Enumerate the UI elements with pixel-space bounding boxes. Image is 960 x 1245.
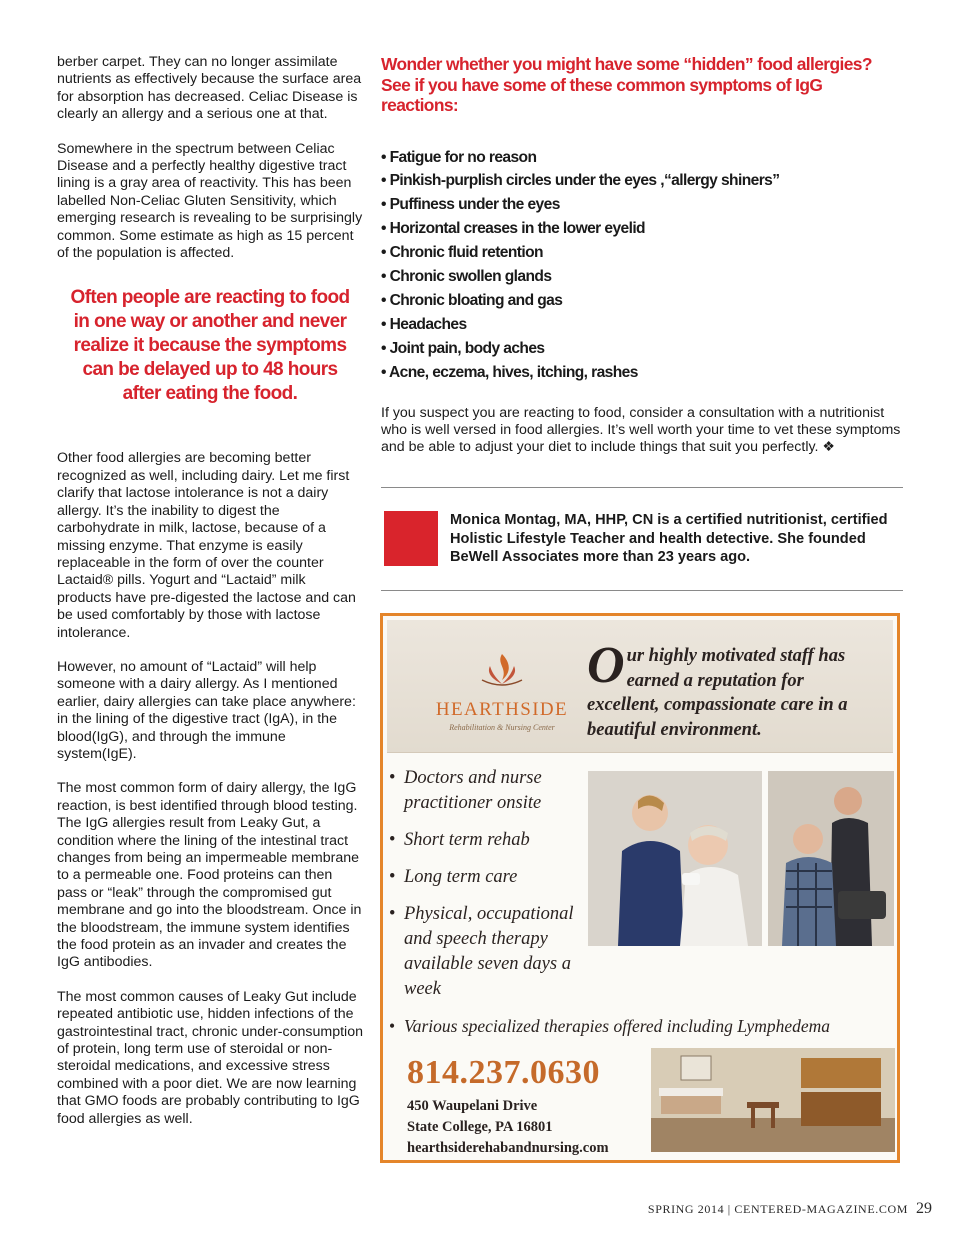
symptom-item: • Pinkish-purplish circles under the eyes ,“allergy shiners” (381, 172, 780, 190)
symptom-item: • Joint pain, body aches (381, 339, 545, 357)
body-paragraph: Other food allergies are becoming better recognized as well, including dairy. Let me first clarify that lactose intolerance is not a dairy allergy. It’s the inability to digest the carbohydrate in milk, lactose, because of a missing enzyme. That enzyme is easily replaceable in the form of over the counter Lactaid® pills. Yogurt and “Lactaid” milk products have pre-digested the lactose and can be used comfortably by those with lactose intolerance. (57, 450, 356, 641)
service-item: • Various specialized therapies offered including Lymphedema (389, 1014, 889, 1039)
logo-subtitle: Rehabilitation & Nursing Center (449, 723, 555, 732)
body-paragraph: The most common causes of Leaky Gut include repeated antibiotic use, hidden infections of the gastrointestinal tract, chronic under-consumption of protein, long term use of steroidal or non-steroidal medications, and excessive stress combined with a poor diet. We are now learning that GMO foods are probably contributing to IgG food allergies as well. (57, 988, 363, 1127)
hearthside-logo (427, 650, 577, 732)
author-bio: Monica Montag, MA, HHP, CN is a certified nutritionist, certified Holistic Lifestyle Teacher and health detective. She founded BeWell Associates more than 23 years ago. (450, 512, 888, 565)
symptom-item: • Fatigue for no reason (381, 148, 537, 166)
tagline-text: ur highly motivated staff has earned a reputation for excellent, compassionate care in a beautiful environment. (587, 646, 848, 741)
symptom-item: • Chronic bloating and gas (381, 291, 563, 309)
symptom-item: • Chronic fluid retention (381, 244, 543, 262)
ad-tagline (587, 637, 877, 743)
symptom-item: • Puffiness under the eyes (381, 196, 560, 214)
body-paragraph: berber carpet. They can no longer assimilate nutrients as effectively because the surface area for absorption has decreased. Celiac Disease is clearly an allergy and a serious one at that. (57, 54, 362, 123)
closing-text: If you suspect you are reacting to food, consider a consultation with a nutritionist who is well versed in food allergies. It’s well worth your time to vet these symptoms and be able to adjust your diet to include things that suit you perfectly. (381, 404, 901, 456)
photo-illustration (768, 771, 894, 946)
symptom-item: • Acne, eczema, hives, itching, rashes (381, 363, 638, 381)
website-link[interactable]: hearthsiderehabandnursing.com (407, 1140, 609, 1156)
issue-line: SPRING 2014 | CENTERED-MAGAZINE.COM (647, 1202, 908, 1216)
room-photo (651, 1048, 895, 1152)
left-column (57, 54, 363, 1145)
closing-paragraph (381, 405, 903, 457)
body-paragraph: The most common form of dairy allergy, the IgG reaction, is best identified through blood testing. The IgG allergies result from Leaky Gut, a condition where the lining of the intestinal tract changes from being an impermeable membrane to a permeable one. Food proteins can then pass or “leak” through the compromised gut membrane and go into the bloodstream. Once in the bloodstream, the immune system identifies the food protein as an invader and creates the IgG antibodies. (57, 780, 362, 971)
divider-top (381, 487, 903, 488)
ad-address (407, 1096, 609, 1159)
photo-illustration (651, 1048, 895, 1152)
body-paragraph: Somewhere in the spectrum between Celiac Disease and a perfectly healthy digestive tract lining is a gray area of reactivity. This has been labelled Non-Celiac Gluten Sensitivity, which emerging research is revealing to be surprisingly common. Some estimate as high as 15 percent of the population is affected. (57, 140, 363, 262)
symptom-item: • Headaches (381, 315, 467, 333)
symptom-item: • Chronic swollen glands (381, 268, 552, 286)
page-footer (648, 1200, 932, 1218)
symptoms-headline: Wonder whether you might have some “hidden” food allergies? See if you have some of these common symptoms of IgG reactions: (381, 54, 872, 115)
end-mark-icon: ❖ (822, 439, 836, 456)
service-item: • Doctors and nurse practitioner onsite (389, 766, 574, 816)
symptom-item: • Horizontal creases in the lower eyelid (381, 220, 645, 238)
divider-bottom (381, 590, 903, 591)
therapy-photo (768, 771, 894, 946)
pull-quote: Often people are reacting to food in one way or another and never realize it because the symptoms can be delayed up to 48 hours after eating the food. (70, 287, 350, 405)
photo-illustration (588, 771, 762, 946)
service-item: • Physical, occupational and speech therapy available seven days a week (389, 902, 594, 1002)
nurse-patient-photo (588, 771, 762, 946)
ad-banner (387, 620, 893, 753)
address-street: 450 Waupelani Drive (407, 1098, 538, 1114)
bio-accent-square (384, 511, 438, 566)
logo-name: HEARTHSIDE (435, 699, 569, 720)
hearthside-ad (380, 613, 900, 1163)
tagline-dropcap: O (587, 637, 625, 694)
page-number: 29 (916, 1200, 932, 1217)
flame-logo-icon (472, 650, 532, 690)
service-item: • Long term care (389, 865, 889, 890)
phone-number[interactable]: 814.237.0630 (407, 1054, 600, 1091)
service-item: • Short term rehab (389, 828, 889, 853)
body-paragraph: However, no amount of “Lactaid” will help someone with a dairy allergy. As I mentioned earlier, dairy allergies can take place anywhere: in the lining of the digestive tract (IgA), in the blood(IgG), and through the immune system(IgE). (57, 658, 356, 762)
address-city: State College, PA 16801 (407, 1119, 553, 1135)
symptoms-list (381, 146, 903, 385)
right-column (381, 54, 903, 457)
